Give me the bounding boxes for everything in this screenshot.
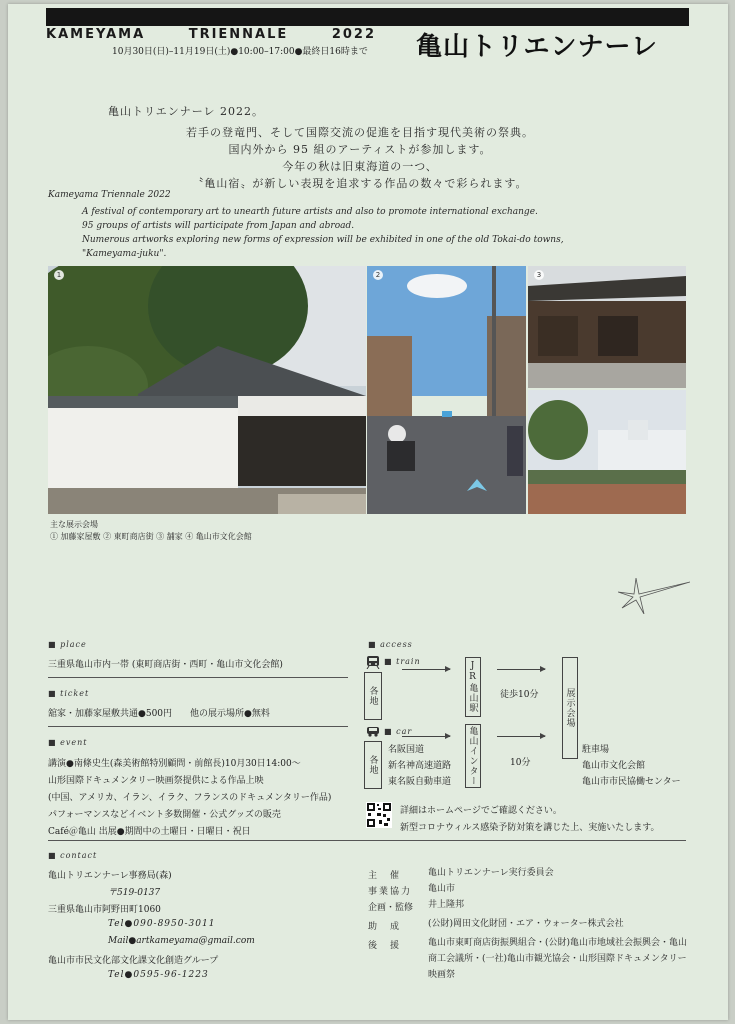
photo-culture-hall (528, 390, 686, 514)
title-word-3: 2022 (331, 27, 376, 42)
arrow-to-venue (497, 736, 545, 737)
photo-old-shop (528, 266, 686, 388)
organizer-label: 助 成 (368, 922, 402, 932)
drive-time: 10分 (510, 758, 531, 768)
parking-item: 亀山市文化会館 (582, 761, 646, 771)
organizer-label: 事業協力 (368, 887, 413, 897)
place-text: 三重県亀山市内一帯 (東町商店街・西町・亀山市文化会館) (48, 660, 283, 670)
sparkle-icon (618, 578, 690, 614)
event-title (46, 27, 376, 42)
organizer-label: 後 援 (368, 941, 402, 951)
contact-label: ■ contact (48, 851, 97, 860)
intro-japanese (150, 124, 570, 192)
intro-jp-line: 今年の秋は旧東海道の一つ、 (282, 160, 438, 173)
car-label: ■ car (384, 727, 412, 736)
logo: 亀山トリエンナーレ (416, 32, 658, 62)
intro-en-line: 95 groups of artists will participate from Japan and abroad. (82, 221, 355, 231)
photo-number: 2 (373, 270, 383, 280)
contact-phone: Tel●090-8950-3011 (108, 919, 216, 929)
arrow-to-station (402, 669, 450, 670)
place-label: ■ place (48, 640, 87, 649)
intro-jp-line: 国内外から 95 組のアーティストが参加します。 (228, 143, 492, 156)
access-label: ■ access (368, 640, 413, 649)
divider (48, 840, 686, 841)
note-line: 詳細はホームページでご確認ください。 (400, 806, 562, 816)
intro-jp-line: 若手の登竜門、そして国際交流の促進を目指す現代美術の祭典。 (186, 126, 534, 139)
station-box: JR亀山駅 (465, 657, 481, 717)
venue-box: 展示会場 (562, 657, 578, 759)
contact-org-city: 亀山市市民文化部文化課文化創造グループ (48, 956, 219, 966)
qr-code-icon[interactable] (366, 802, 392, 828)
event-dates: 10月30日(日)–11月19日(土)●10:00–17:00●最終日16時まで (112, 47, 368, 57)
photo-number: 1 (54, 270, 64, 280)
road-item: 名阪国道 (388, 745, 425, 755)
photo-caption (50, 519, 252, 543)
contact-phone-city: Tel●0595-96-1223 (108, 970, 209, 980)
intro-en-line: "Kameyama-juku". (82, 249, 167, 259)
event-line: Café＠亀山 出展●期間中の土曜日・日曜日・祝日 (48, 827, 251, 837)
train-label: ■ train (384, 657, 421, 666)
parking-item: 亀山市市民協働センター (582, 777, 681, 787)
origin-train: 各地 (364, 672, 382, 720)
origin-car: 各地 (364, 741, 382, 789)
parking-info (582, 742, 681, 790)
title-word-2: TRIENNALE (188, 27, 289, 42)
event-label: ■ event (48, 738, 87, 747)
organizer-value: (公財)岡田文化財団・エア・ウォーター株式会社 (428, 919, 624, 929)
contact-address: 三重県亀山市阿野田町1060 (48, 905, 161, 915)
organizer-value: 井上隆邦 (428, 900, 465, 910)
road-item: 東名阪自動車道 (388, 777, 452, 787)
title-word-1: KAMEYAMA (46, 27, 146, 42)
car-icon (366, 724, 380, 738)
train-icon (366, 655, 380, 669)
organizer-value: 亀山市 (428, 884, 456, 894)
intro-jp-line: 〝亀山宿〟が新しい表現を追求する作品の数々で彩られます。 (192, 177, 528, 190)
event-line: 山形国際ドキュメンタリー映画祭提供による作品上映 (48, 776, 264, 786)
top-black-bar (46, 8, 689, 26)
arrow-to-interchange (402, 736, 450, 737)
organizer-value: 亀山トリエンナーレ実行委員会 (428, 868, 554, 878)
intro-en-line: A festival of contemporary art to unearth future artists and also to promote international exchange. (82, 207, 538, 217)
note-line: 新型コロナウィルス感染予防対策を講じた上、実施いたします。 (400, 823, 660, 833)
contact-org: 亀山トリエンナーレ事務局(森) (48, 871, 172, 881)
intro-english (82, 205, 642, 261)
photo-number: 3 (534, 270, 544, 280)
divider (48, 726, 348, 727)
photo-shopping-street (367, 266, 526, 514)
intro-title: 亀山トリエンナーレ 2022。 (108, 105, 265, 118)
intro-english-title: Kameyama Triennale 2022 (48, 190, 171, 200)
event-line: パフォーマンスなどイベント多数開催・公式グッズの販売 (48, 810, 281, 820)
contact-email[interactable]: Mail●artkameyama@gmail.com (108, 936, 255, 946)
event-line: 講演●南條史生(森美術館特別顧問・前館長)10月30日14:00〜 (48, 759, 301, 769)
organizer-label: 主 催 (368, 871, 402, 881)
contact-zip: 〒519-0137 (108, 888, 161, 898)
ticket-label: ■ ticket (48, 689, 89, 698)
access-notes (400, 803, 659, 837)
photo-kato-residence (48, 266, 366, 514)
ticket-text: 舘家・加藤家屋敷共通●500円 他の展示場所●無料 (48, 709, 270, 719)
event-line: (中国、アメリカ、イラン、イラク、フランスのドキュメンタリー作品) (48, 793, 332, 803)
road-item: 新名神高速道路 (388, 761, 452, 771)
organizer-value: 亀山市東町商店街振興組合・(公財)亀山市地域社会振興会・亀山商工会議所・(一社)亀山市観光協会・山形国際ドキュメンタリー映画祭 (428, 938, 688, 980)
caption-list: ① 加藤家屋敷 ② 東町商店街 ③ 舗家 ④ 亀山市文化会館 (50, 532, 252, 541)
organizer-label: 企画・監修 (368, 903, 414, 913)
arrow-to-venue (497, 669, 545, 670)
roads-list (388, 742, 451, 790)
caption-title: 主な展示会場 (50, 520, 98, 529)
walk-time: 徒歩10分 (500, 690, 539, 700)
intro-en-line: Numerous artworks exploring new forms of expression will be exhibited in one of the old Tokai-do towns, (82, 235, 564, 245)
parking-title: 駐車場 (582, 745, 610, 755)
divider (48, 677, 348, 678)
interchange-box: 亀山インター (465, 724, 481, 788)
